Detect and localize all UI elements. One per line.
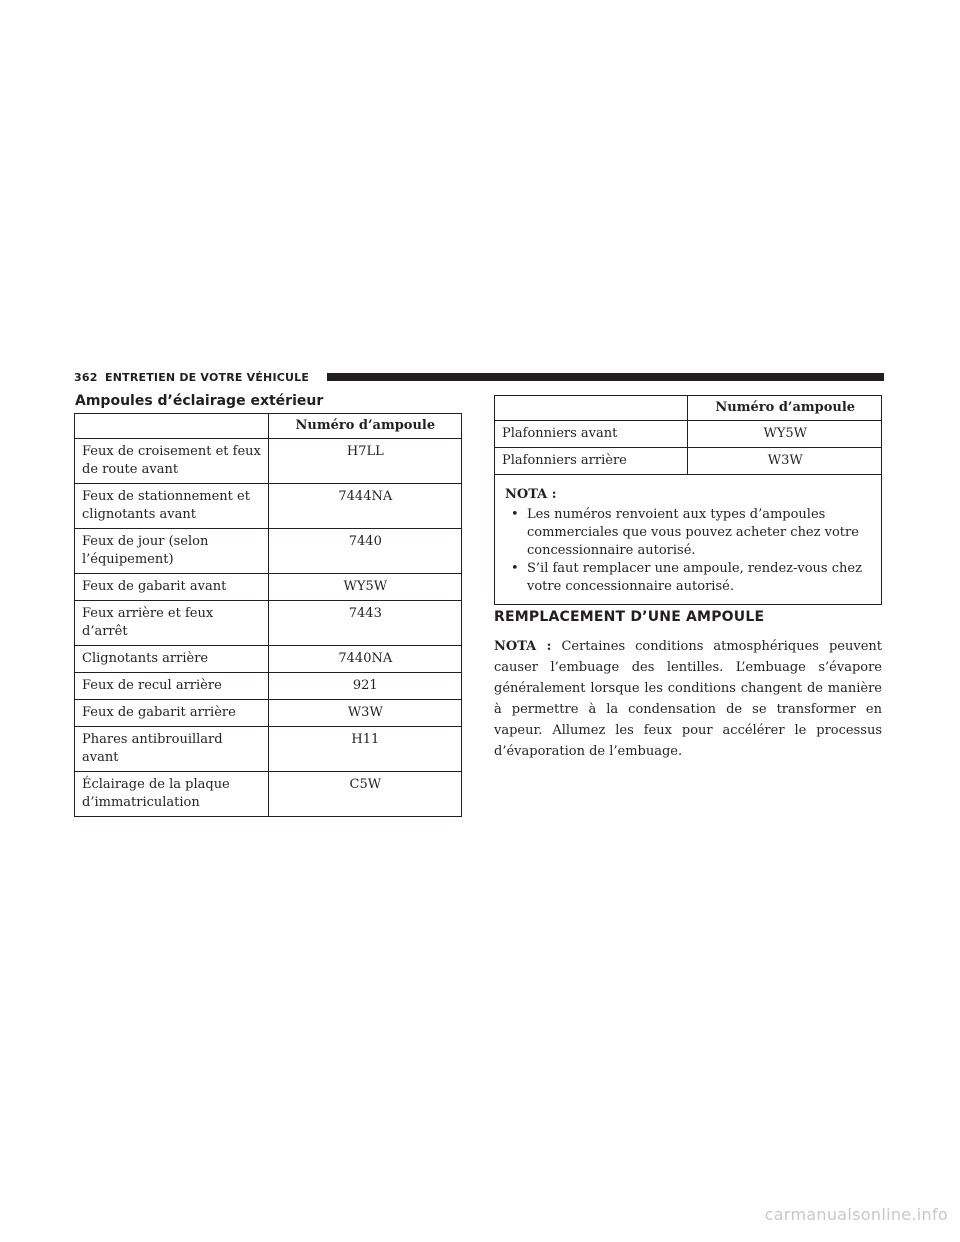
lamp-name: Plafonniers arrière bbox=[495, 448, 688, 475]
table-row bbox=[75, 646, 462, 673]
lamp-name: Phares antibrouillard avant bbox=[75, 727, 269, 772]
note-item-text: Les numéros renvoient aux types d’ampoules commerciales que vous pouvez acheter chez votre concessionnaire autorisé. bbox=[527, 507, 859, 558]
lamp-name: Feux arrière et feux d’arrêt bbox=[75, 601, 269, 646]
lamp-name: Feux de stationnement et clignotants avant bbox=[75, 484, 269, 529]
note-item-text: S’il faut remplacer une ampoule, rendez-vous chez votre concessionnaire autorisé. bbox=[527, 561, 862, 594]
table-row bbox=[75, 529, 462, 574]
bulb-number: 921 bbox=[268, 673, 461, 700]
note-item bbox=[505, 560, 871, 596]
header-rule bbox=[327, 373, 884, 381]
lamp-name: Feux de gabarit avant bbox=[75, 574, 269, 601]
note-label: NOTA : bbox=[505, 487, 557, 502]
bulb-number: H11 bbox=[268, 727, 461, 772]
note-label: NOTA : bbox=[494, 639, 552, 654]
lamp-name: Feux de gabarit arrière bbox=[75, 700, 269, 727]
bulb-number-header: Numéro d’ampoule bbox=[688, 396, 882, 421]
page-number: 362 bbox=[74, 371, 98, 384]
lamp-name: Éclairage de la plaque d’immatriculation bbox=[75, 772, 269, 817]
bulb-number: W3W bbox=[268, 700, 461, 727]
lamp-name: Plafonniers avant bbox=[495, 421, 688, 448]
section-heading: REMPLACEMENT D’UNE AMPOULE bbox=[494, 609, 765, 625]
table-row bbox=[75, 574, 462, 601]
exterior-bulbs-title: Ampoules d’éclairage extérieur bbox=[75, 393, 324, 409]
section-body bbox=[494, 636, 882, 762]
interior-bulb-table bbox=[494, 395, 882, 605]
bullet-icon: • bbox=[511, 507, 519, 522]
bulb-number: WY5W bbox=[268, 574, 461, 601]
table-row bbox=[75, 700, 462, 727]
lamp-name: Feux de jour (selon l’équipement) bbox=[75, 529, 269, 574]
bulb-number: C5W bbox=[268, 772, 461, 817]
exterior-bulb-table bbox=[74, 413, 462, 817]
bulb-number: WY5W bbox=[688, 421, 882, 448]
bulb-number: 7443 bbox=[268, 601, 461, 646]
bulb-number: 7440NA bbox=[268, 646, 461, 673]
note-list bbox=[505, 506, 871, 596]
note-cell bbox=[495, 475, 882, 605]
table-row bbox=[75, 772, 462, 817]
section-body-text: Certaines conditions atmosphériques peuvent causer l’embuage des lentilles. L’embuage s’évapore généralement lorsque les conditions changent de manière à permettre à la condensation de se transformer en vapeur. Allumez les feux pour accélérer le processus d’évaporation de l’embuage. bbox=[494, 639, 882, 759]
watermark: carmanualsonline.info bbox=[764, 1205, 948, 1224]
bulb-number: H7LL bbox=[268, 439, 461, 484]
bulb-number: W3W bbox=[688, 448, 882, 475]
lamp-name: Feux de croisement et feux de route avant bbox=[75, 439, 269, 484]
table-row bbox=[75, 439, 462, 484]
bullet-icon: • bbox=[511, 561, 519, 576]
bulb-number-header: Numéro d’ampoule bbox=[268, 414, 461, 439]
header-title: ENTRETIEN DE VOTRE VÉHICULE bbox=[105, 371, 310, 384]
table-header-row bbox=[75, 414, 462, 439]
page-header bbox=[74, 368, 884, 388]
table-row bbox=[75, 484, 462, 529]
table-row bbox=[75, 673, 462, 700]
empty-header-cell bbox=[75, 414, 269, 439]
lamp-name: Clignotants arrière bbox=[75, 646, 269, 673]
table-header-row bbox=[495, 396, 882, 421]
empty-header-cell bbox=[495, 396, 688, 421]
table-row bbox=[495, 448, 882, 475]
bulb-number: 7444NA bbox=[268, 484, 461, 529]
table-row bbox=[75, 601, 462, 646]
bulb-number: 7440 bbox=[268, 529, 461, 574]
note-item bbox=[505, 506, 871, 560]
table-row bbox=[495, 421, 882, 448]
note-row bbox=[495, 475, 882, 605]
table-row bbox=[75, 727, 462, 772]
lamp-name: Feux de recul arrière bbox=[75, 673, 269, 700]
